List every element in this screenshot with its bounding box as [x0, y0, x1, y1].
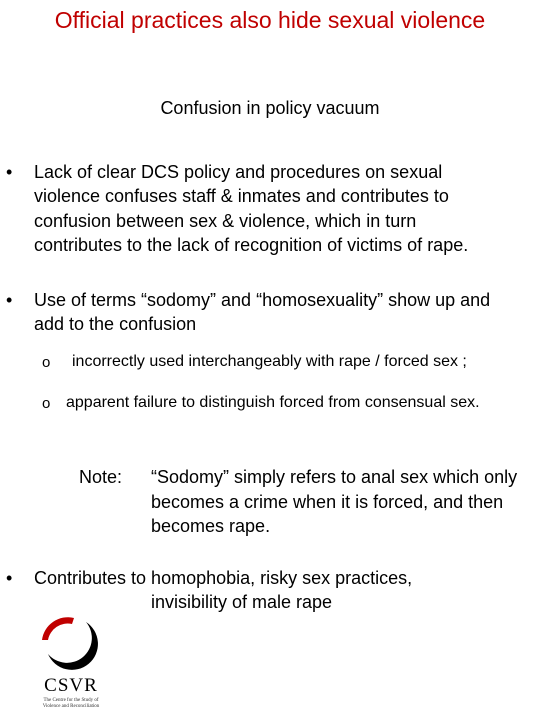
logo-subtitle: The Centre for the Study of Violence and Reconciliation — [42, 698, 100, 709]
logo-name: CSVR — [44, 675, 98, 696]
slide-subtitle: Confusion in policy vacuum — [160, 98, 380, 118]
sub-bullet-marker: o — [42, 395, 51, 412]
bullet-text-2: Use of terms “sodomy” and “homosexuality” show up and add to the confusion — [34, 290, 491, 335]
sub-bullet-text-1: incorrectly used interchangeably with rape / forced sex ; — [72, 353, 467, 370]
bullet-marker: • — [6, 162, 13, 182]
logo-emblem-icon — [30, 614, 110, 676]
csvr-logo — [30, 614, 110, 714]
bullet-text-3: Contributes to homophobia, risky sex practices, — [34, 568, 413, 588]
sub-bullet-marker: o — [42, 354, 51, 371]
bullet-text-1: Lack of clear DCS policy and procedures on sexual violence confuses staff & inmates and contributes to confusion between sex & violence, which in turn contributes to the lack of recognition of victims of rape. — [34, 162, 469, 255]
bullet-marker: • — [6, 568, 13, 588]
note-label: Note: — [79, 467, 123, 487]
bullet-marker: • — [6, 290, 13, 310]
slide-title: Official practices also hide sexual violence — [54, 7, 486, 33]
sub-bullet-text-2: apparent failure to distinguish forced from consensual sex. — [66, 394, 480, 411]
bullet-text-3-continuation: invisibility of male rape — [151, 592, 333, 612]
note-text: “Sodomy” simply refers to anal sex which only becomes a crime when it is forced, and then becomes rape. — [151, 467, 518, 536]
